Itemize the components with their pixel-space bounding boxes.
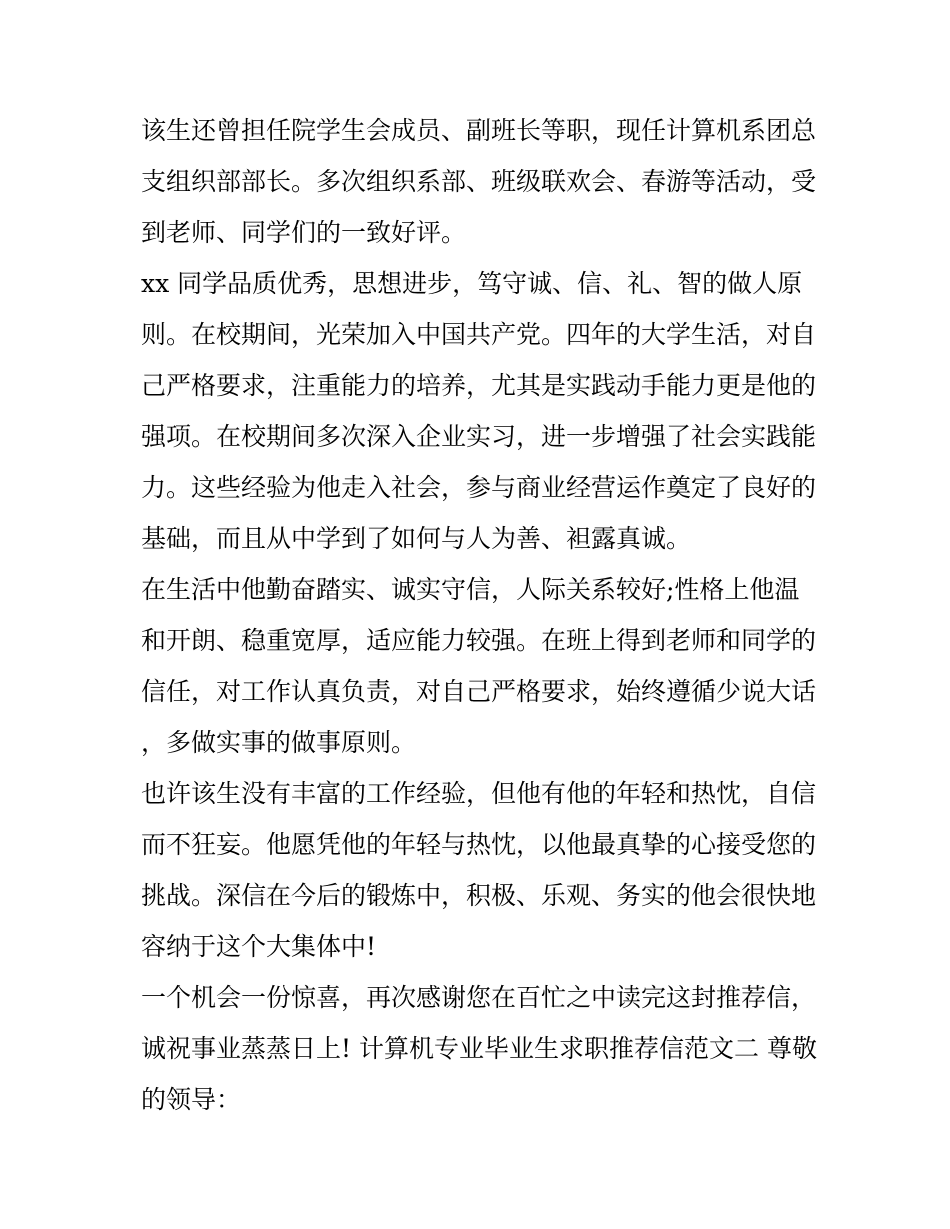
document-body xyxy=(141,105,821,1125)
paragraph-closing: 一个机会一份惊喜，再次感谢您在百忙之中读完这封推荐信，诚祝事业蒸蒸日上! 计算机专业毕业生求职推荐信范文二 尊敬的领导： xyxy=(141,983,817,1114)
paragraph-student-roles: 该生还曾担任院学生会成员、副班长等职，现任计算机系团总支组织部部长。多次组织系部、班级联欢会、春游等活动，受到老师、同学们的一致好评。 xyxy=(141,116,817,247)
paragraph-enthusiasm: 也许该生没有丰富的工作经验，但他有他的年轻和热忱，自信而不狂妄。他愿凭他的年轻与热忱，以他最真挚的心接受您的挑战。深信在今后的锻炼中，积极、乐观、务实的他会很快地容纳于这个大集体中! xyxy=(141,779,817,961)
paragraph-quality-and-practice: xx 同学品质优秀，思想进步，笃守诚、信、礼、智的做人原则。在校期间，光荣加入中国共产党。四年的大学生活，对自己严格要求，注重能力的培养，尤其是实践动手能力更是他的强项。在校期间多次深入企业实习，进一步增强了社会实践能力。这些经验为他走入社会，参与商业经营运作奠定了良好的基础，而且从中学到了如何与人为善、袒露真诚。 xyxy=(141,269,817,553)
paragraph-life-and-character: 在生活中他勤奋踏实、诚实守信，人际关系较好;性格上他温和开朗、稳重宽厚，适应能力较强。在班上得到老师和同学的信任，对工作认真负责，对自己严格要求，始终遵循少说大话，多做实事的做事原则。 xyxy=(141,575,817,757)
